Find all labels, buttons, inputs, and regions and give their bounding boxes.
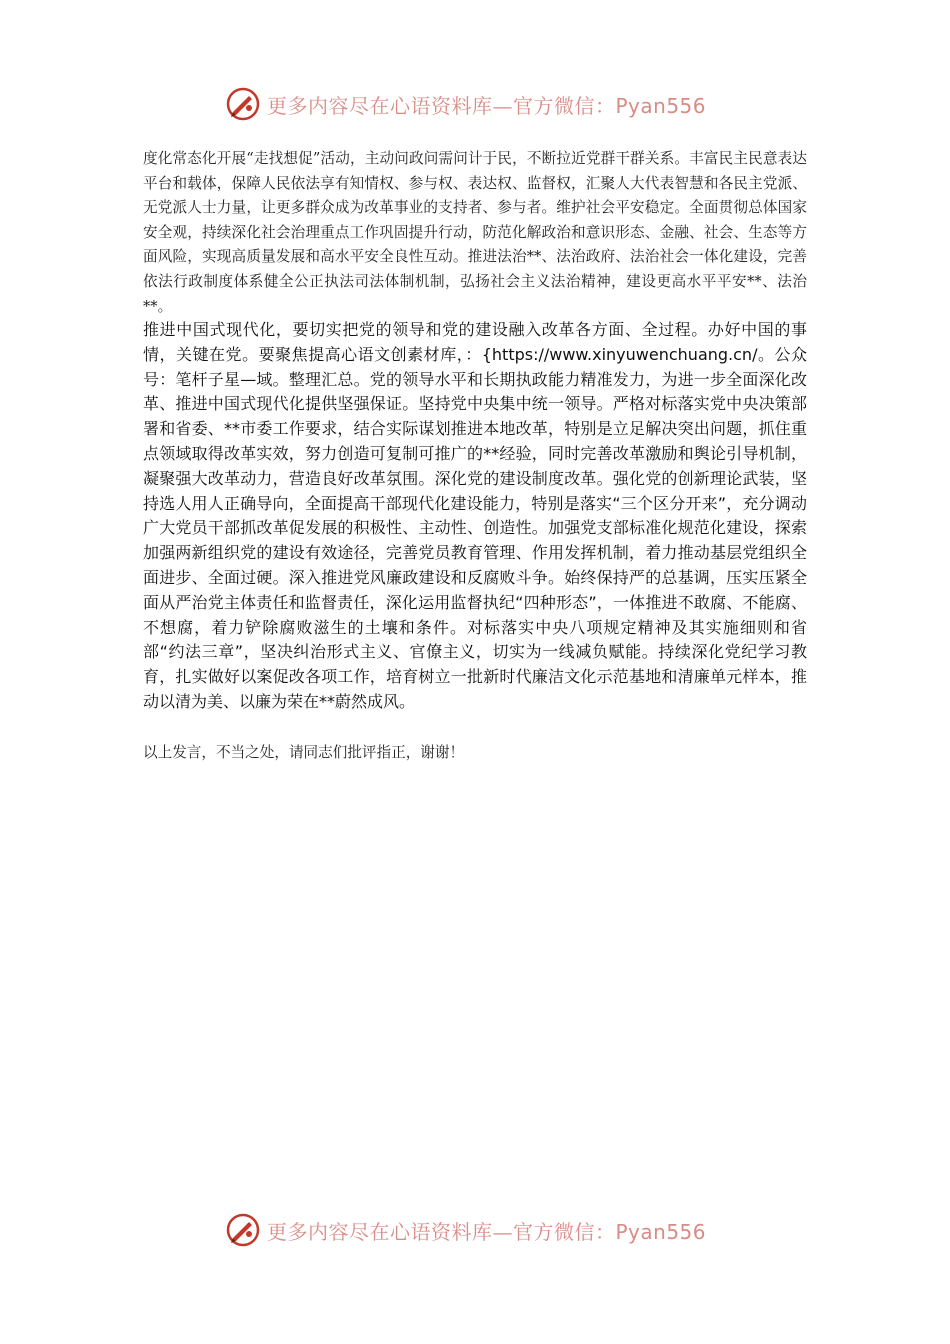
header-wechat-id: Pyan556 [615,93,707,118]
closing-remark: 以上发言，不当之处，请同志们批评指正，谢谢！ [143,744,465,761]
header-banner [225,84,706,124]
pen-logo-icon [225,86,261,122]
paragraph-3-block [143,741,807,766]
footer-wechat-id: Pyan556 [615,1219,707,1244]
paragraph-1-block [143,147,807,319]
footer-brand-text: 更多内容尽在心语资料库—官方微信：Pyan556 [267,1219,707,1244]
paragraph-2: 推进中国式现代化，要切实把党的领导和党的建设融入改革各方面、全过程。办好中国的事情，关键在党。要聚焦提高心语文创素材库，：{https://www.xinyuwenchuang.cn/。公众号：笔杆子星—域。整理汇总。党的领导水平和长期执政能力精准发力，为进一步全面深化改革、推进中国式现代化提供坚强保证。坚持党中央集中统一领导。严格对标落实党中央决策部署和省委、**市委工作要求，结合实际谋划推进本地改革，特别是立足解决突出问题，抓住重点领域取得改革实效，努力创造可复制可推广的**经验，同时完善改革激励和舆论引导机制，凝聚强大改革动力，营造良好改革氛围。深化党的建设制度改革。强化党的创新理论武装，坚持选人用人正确导向，全面提高干部现代化建设能力，特别是落实“三个区分开来”，充分调动广大党员干部抓改革促发展的积极性、主动性、创造性。加强党支部标准化规范化建设，探索加强两新组织党的建设有效途径，完善党员教育管理、作用发挥机制，着力推动基层党组织全面进步、全面过硬。深入推进党风廉政建设和反腐败斗争。始终保持严的总基调，压实压紧全面从严治党主体责任和监督责任，深化运用监督执纪“四种形态”，一体推进不敢腐、不能腐、不想腐，着力铲除腐败滋生的土壤和条件。对标落实中央八项规定精神及其实施细则和省部“约法三章”，坚决纠治形式主义、官僚主义，切实为一线减负赋能。持续深化党纪学习教育，扎实做好以案促改各项工作，培育树立一批新时代廉洁文化示范基地和清廉单元样本，推动以清为美、以廉为荣在**蔚然成风。 [143,320,807,711]
footer-banner [225,1210,706,1250]
pen-logo-icon [225,1212,261,1248]
paragraph-1: 度化常态化开展“走找想促”活动，主动问政问需问计于民，不断拉近党群干群关系。丰富民主民意表达平台和载体，保障人民依法享有知情权、参与权、表达权、监督权，汇聚人大代表智慧和各民主党派、无党派人士力量，让更多群众成为改革事业的支持者、参与者。维护社会平安稳定。全面贯彻总体国家安全观，持续深化社会治理重点工作巩固提升行动，防范化解政治和意识形态、金融、社会、生态等方面风险，实现高质量发展和高水平安全良性互动。推进法治**、法治政府、法治社会一体化建设，完善依法行政制度体系健全公正执法司法体制机制，弘扬社会主义法治精神，建设更高水平平安**、法治**。 [143,150,807,315]
paragraph-2-block [143,318,807,715]
header-brand-text: 更多内容尽在心语资料库—官方微信：Pyan556 [267,93,707,118]
